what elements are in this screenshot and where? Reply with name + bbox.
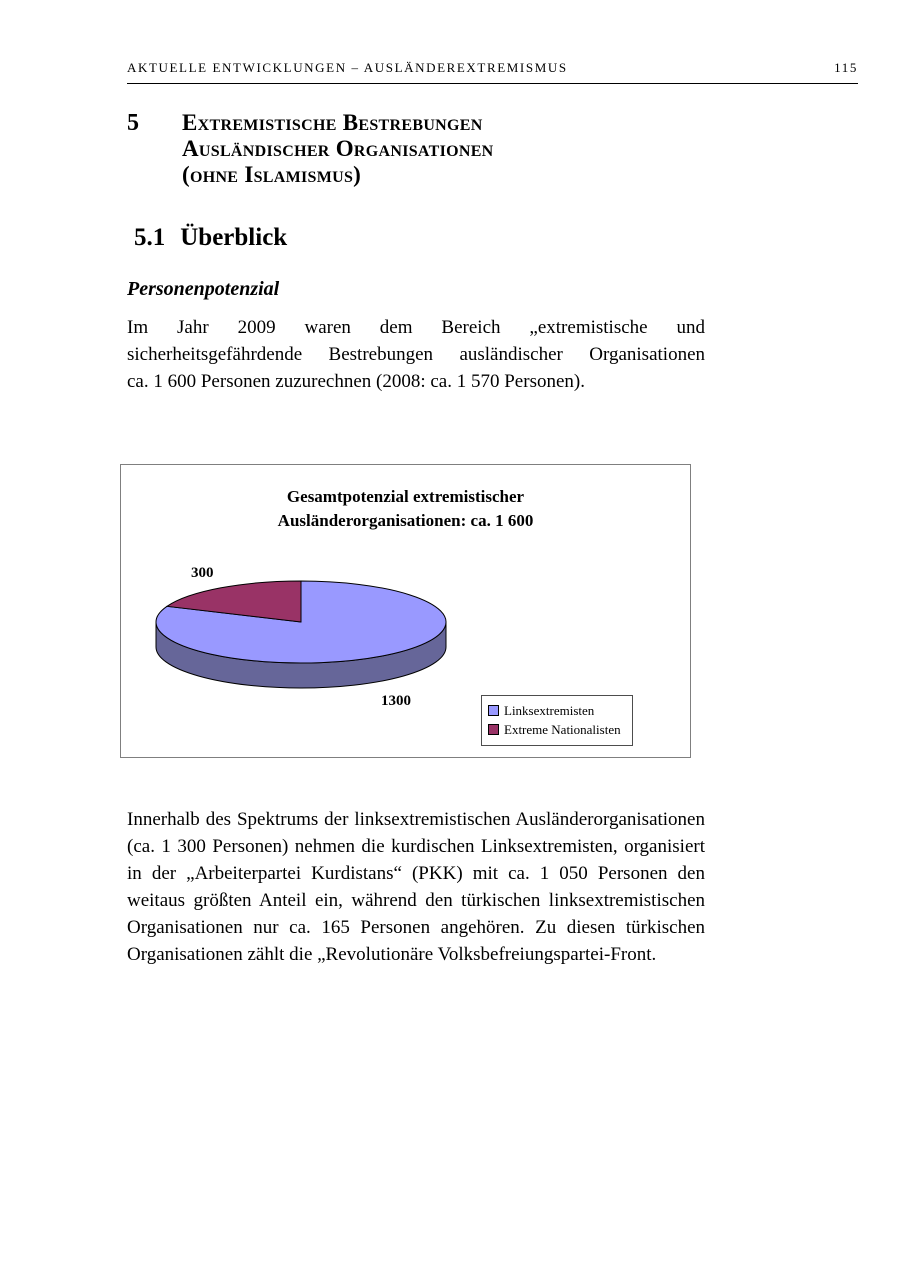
legend-swatch-linksextremisten-icon: [488, 705, 499, 716]
chapter-title-line-1: Extremistische Bestrebungen: [182, 110, 483, 135]
chart-title-line-1: Gesamtpotenzial extremistischer: [286, 487, 525, 506]
legend-label-extreme-nationalisten: Extreme Nationalisten: [504, 722, 621, 737]
chart-title-line-2: Ausländerorganisationen: ca. 1 600: [277, 511, 534, 530]
running-title: AKTUELLE ENTWICKLUNGEN – AUSLÄNDEREXTREMISMUS: [127, 60, 568, 75]
chart-title: [121, 485, 690, 533]
chapter-heading: [127, 110, 494, 188]
paragraph-personenpotenzial: Im Jahr 2009 waren dem Bereich „extremistische und sicherheitsgefährdende Bestrebungen ausländischer Organisationen ca. 1 600 Personen zuzurechnen (2008: ca. 1 570 Personen).: [127, 317, 705, 392]
paragraph-spektrum: Innerhalb des Spektrums der linksextremistischen Ausländerorganisationen (ca. 1 300 Personen) nehmen die kurdischen Linksextremisten, organisiert in der „Arbeiterpartei Kurdistans“ (PKK) mit ca. 1 050 Personen den weitaus größten Anteil ein, während den türkischen linksextremistischen Organisationen nur ca. 165 Personen angehören. Zu diesen türkischen Organisationen zählt die „Revolutionäre Volksbefreiungspartei-Front.: [127, 809, 705, 965]
pie-value-label-big: 1300: [381, 693, 411, 709]
chapter-number: 5: [127, 110, 139, 136]
figure-box: [120, 464, 691, 758]
chapter-title: [182, 110, 494, 188]
chapter-title-line-3: (ohne Islamismus): [182, 162, 362, 187]
legend-swatch-extreme-nationalisten-icon: [488, 724, 499, 735]
legend-label-linksextremisten: Linksextremisten: [504, 703, 595, 718]
legend-item-extreme-nationalisten: [488, 720, 626, 739]
chapter-title-line-2: Ausländischer Organisationen: [182, 136, 494, 161]
section-number: 5.1: [134, 224, 166, 251]
pie-value-label-small: 300: [191, 565, 214, 581]
subsection-heading: Personenpotenzial: [127, 278, 280, 300]
section-heading: [134, 224, 287, 252]
legend-item-linksextremisten: [488, 701, 626, 720]
page-number: 115: [834, 60, 858, 75]
chart-legend: [481, 695, 633, 746]
section-title: Überblick: [180, 224, 288, 251]
page-header: [127, 60, 858, 84]
